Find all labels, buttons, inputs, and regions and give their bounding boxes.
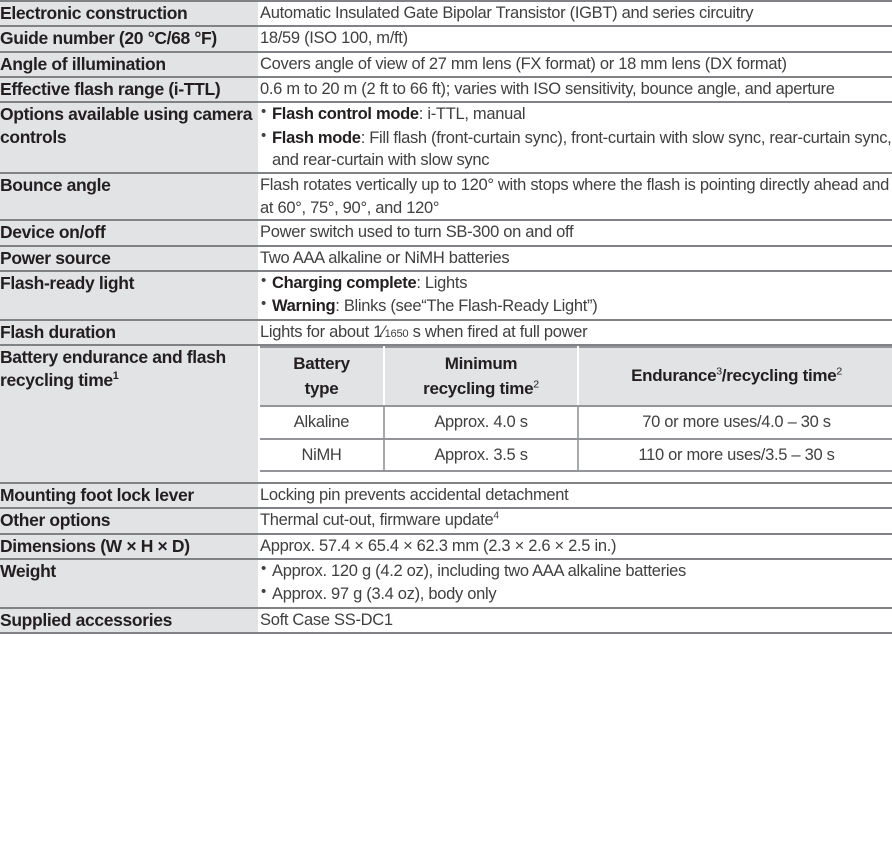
- row-value-battery-endurance: [259, 345, 892, 483]
- row-label-other-options: Other options: [0, 508, 259, 533]
- footnote-marker-3: 3: [716, 365, 722, 378]
- table-row: [0, 345, 892, 483]
- header-line-1: Minimum: [444, 353, 518, 373]
- options-bullet-list: [260, 103, 892, 171]
- row-label-weight: Weight: [0, 559, 259, 608]
- row-label-supplied-accessories: Supplied accessories: [0, 608, 259, 632]
- bullet-rest: : i-TTL, manual: [418, 105, 526, 124]
- list-item: [260, 295, 892, 317]
- row-label-flash-ready-light: Flash-ready light: [0, 271, 259, 320]
- flash-duration-fraction: [373, 323, 408, 341]
- table-row: [0, 559, 892, 608]
- bullet-rest: : Fill flash (front-curtain sync), front-curtain with slow sync, rear-curtain sync, and rear-curtain with slow sync: [272, 128, 892, 169]
- row-value-dimensions: Approx. 57.4 × 65.4 × 62.3 mm (2.3 × 2.6 × 2.5 in.): [259, 534, 892, 559]
- header-line-2: recycling time: [423, 378, 534, 398]
- header-endurance-text: Endurance: [631, 366, 717, 386]
- bullet-lead: Flash mode: [272, 128, 361, 147]
- header-line-2: type: [304, 378, 339, 398]
- footnote-marker-2: 2: [533, 377, 539, 390]
- flash-ready-bullet-list: [260, 272, 892, 318]
- battery-table-row: [260, 406, 892, 438]
- row-label-power-source: Power source: [0, 246, 259, 271]
- cell-minimum-recycling-time: Approx. 4.0 s: [384, 406, 578, 438]
- battery-table-row: [260, 439, 892, 471]
- flash-duration-suffix: s when fired at full power: [408, 322, 588, 341]
- battery-endurance-label-text: Battery endurance and flash recycling time: [0, 346, 226, 391]
- table-row: [0, 508, 892, 533]
- header-line-1: Battery: [293, 353, 350, 373]
- cell-battery-type: Alkaline: [260, 406, 384, 438]
- row-label-device-on-off: Device on/off: [0, 220, 259, 245]
- row-value-electronic-construction: Automatic Insulated Gate Bipolar Transistor (IGBT) and series circuitry: [259, 2, 892, 26]
- row-label-options-available: Options available using camera controls: [0, 102, 259, 173]
- list-item: [260, 272, 892, 294]
- table-row: [0, 220, 892, 245]
- row-value-supplied-accessories: Soft Case SS-DC1: [259, 608, 892, 632]
- header-recycling-text: /recycling time: [721, 366, 837, 386]
- table-row: [0, 77, 892, 102]
- row-value-mounting-foot-lock-lever: Locking pin prevents accidental detachment: [259, 483, 892, 508]
- table-row: [0, 173, 892, 220]
- cell-minimum-recycling-time: Approx. 3.5 s: [384, 439, 578, 471]
- bullet-rest: : Lights: [416, 273, 468, 292]
- row-value-options-available: [259, 102, 892, 173]
- row-label-battery-endurance: [0, 345, 259, 483]
- fraction-denominator: 1650: [384, 327, 409, 340]
- column-header-endurance-recycling-time: [578, 347, 892, 406]
- row-label-guide-number: Guide number (20 °C/68 °F): [0, 26, 259, 51]
- column-header-battery-type: [260, 347, 384, 406]
- row-value-device-on-off: Power switch used to turn SB-300 on and off: [259, 220, 892, 245]
- row-value-flash-ready-light: [259, 271, 892, 320]
- weight-bullet-list: [260, 560, 892, 606]
- table-row: [0, 52, 892, 77]
- row-value-guide-number: 18/59 (ISO 100, m/ft): [259, 26, 892, 51]
- row-label-electronic-construction: Electronic construction: [0, 2, 259, 26]
- flash-duration-prefix: Lights for about: [260, 322, 374, 341]
- bullet-lead: Flash control mode: [272, 105, 419, 124]
- other-options-text: Thermal cut-out, firmware update: [260, 511, 494, 530]
- row-value-angle-of-illumination: Covers angle of view of 27 mm lens (FX format) or 18 mm lens (DX format): [259, 52, 892, 77]
- row-label-bounce-angle: Bounce angle: [0, 173, 259, 220]
- bullet-lead: Warning: [272, 297, 336, 316]
- table-row: [0, 246, 892, 271]
- cell-endurance-recycling-time: 70 or more uses/4.0 – 30 s: [578, 406, 892, 438]
- row-label-flash-duration: Flash duration: [0, 320, 259, 345]
- row-label-angle-of-illumination: Angle of illumination: [0, 52, 259, 77]
- row-label-dimensions: Dimensions (W × H × D): [0, 534, 259, 559]
- table-row: [0, 320, 892, 345]
- row-label-effective-flash-range: Effective flash range (i-TTL): [0, 77, 259, 102]
- table-row: [0, 271, 892, 320]
- list-item: [260, 103, 892, 125]
- row-value-weight: [259, 559, 892, 608]
- list-item: • Approx. 120 g (4.2 oz), including two AAA alkaline batteries: [260, 560, 892, 582]
- row-value-other-options: [259, 508, 892, 533]
- list-item: • Approx. 97 g (3.4 oz), body only: [260, 583, 892, 605]
- battery-endurance-table: [260, 346, 892, 472]
- row-value-power-source: Two AAA alkaline or NiMH batteries: [259, 246, 892, 271]
- row-value-flash-duration: [259, 320, 892, 345]
- bullet-rest: : Blinks (see“The Flash-Ready Light”): [335, 297, 598, 316]
- specifications-table: [0, 2, 892, 632]
- footnote-marker-1: 1: [112, 370, 119, 383]
- table-row: [0, 2, 892, 26]
- cell-endurance-recycling-time: 110 or more uses/3.5 – 30 s: [578, 439, 892, 471]
- fraction-numerator: 1: [373, 322, 383, 341]
- table-row: [0, 534, 892, 559]
- cell-battery-type: NiMH: [260, 439, 384, 471]
- table-row: [0, 102, 892, 173]
- footnote-marker-2b: 2: [836, 365, 842, 378]
- battery-table-header-row: [260, 347, 892, 406]
- list-item: [260, 127, 892, 172]
- table-row: [0, 608, 892, 632]
- battery-table-spacer: [260, 472, 892, 482]
- row-label-mounting-foot-lock-lever: Mounting foot lock lever: [0, 483, 259, 508]
- row-value-effective-flash-range: 0.6 m to 20 m (2 ft to 66 ft); varies with ISO sensitivity, bounce angle, and aperture: [259, 77, 892, 102]
- table-row: [0, 483, 892, 508]
- footnote-marker-4: 4: [493, 510, 499, 522]
- fraction-slash: ⁄: [382, 322, 385, 341]
- row-value-bounce-angle: Flash rotates vertically up to 120° with stops where the flash is pointing directly ahead and at 60°, 75°, 90°, and 120°: [259, 173, 892, 220]
- bullet-lead: Charging complete: [272, 273, 417, 292]
- column-header-minimum-recycling-time: [384, 347, 578, 406]
- table-row: [0, 26, 892, 51]
